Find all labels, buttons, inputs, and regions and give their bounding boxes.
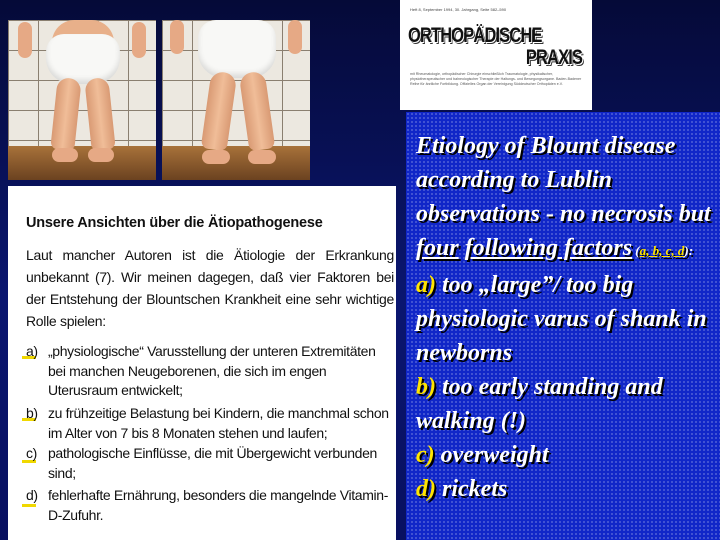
german-paragraph: Laut mancher Autoren ist die Ätiologie der Erkrankung unbekannt (7). Wir meinen dagegen, daß vier Faktoren bei der Entstehung der Blountschen Krankheit eine sehr wichtige Rolle spielen: — [26, 247, 394, 329]
right-foot — [248, 150, 276, 164]
factor-d-letter: d) — [416, 476, 436, 502]
factor-a-letter: a) — [416, 272, 436, 298]
factor-c-letter: c) — [416, 442, 435, 468]
factor-b-letter: b) — [416, 374, 436, 400]
item-marker: c) — [26, 445, 37, 461]
wooden-bench — [162, 146, 310, 180]
child-legs-photo-front — [8, 20, 156, 180]
supporting-hand — [18, 22, 32, 58]
paren-close: ): — [684, 243, 694, 258]
item-text: „physiologische“ Varusstellung der unteren Extremitäten bei manchen Neugeborenen, die sich im engen Uterusraum entwickelt; — [48, 343, 376, 398]
factor-refs: a, b, c, d — [639, 243, 685, 258]
german-list-item — [26, 486, 392, 525]
diaper — [46, 34, 120, 84]
etiology-intro: Etiology of Blount disease according to Lublin observations - no necrosis but — [416, 133, 711, 227]
german-heading: Unsere Ansichten über die Ätiopathogenese — [26, 215, 323, 231]
left-foot — [52, 148, 78, 162]
factor-b-text: too early standing and walking (!) — [416, 374, 663, 434]
four-underlined: four — [416, 235, 459, 261]
supporting-hand — [170, 20, 184, 54]
factor-c-text: overweight — [434, 442, 549, 468]
journal-cover — [400, 0, 592, 110]
item-marker: a) — [26, 343, 38, 359]
factor-d-text: rickets — [436, 476, 508, 502]
german-list-item — [26, 404, 392, 443]
journal-issue-line: Heft 8, September 1994, 30. Jahrgang, Seite 582–590 — [410, 7, 507, 12]
factor-a-text: too „large”/ too big physiologic varus of shank in newborns — [416, 272, 707, 366]
item-marker: b) — [26, 405, 38, 421]
paren-open: ( — [632, 243, 640, 258]
english-summary-panel — [406, 112, 720, 540]
journal-title-line2: PRAXIS — [525, 46, 582, 69]
child-legs-photo-back — [162, 20, 310, 180]
german-article-excerpt — [8, 186, 396, 540]
right-foot — [88, 148, 114, 162]
german-list-item — [26, 444, 392, 483]
journal-description: mit Rheumatologie, orthopädischer Chirurgie einschließlich Traumatologie, physikalischer, physiotherapeutischer und balneologischer Therapie der Haltungs- und Bewegungsorgane. Baden-Badener Reihe für ärztliche Fortbildung. Offizielles Organ der Vereinigung Süddeutscher Orthopäden e.V. — [410, 72, 582, 86]
supporting-hand — [132, 22, 146, 58]
following-factors-underlined: following factors — [464, 235, 633, 261]
left-foot — [202, 150, 230, 164]
item-text: zu frühzeitige Belastung bei Kindern, die manchmal schon im Alter von 7 bis 8 Monaten stehen und laufen; — [48, 405, 389, 441]
english-summary-text — [416, 129, 716, 506]
supporting-hand — [288, 20, 302, 54]
item-marker: d) — [26, 487, 38, 503]
journal-title-line1: ORTHOPÄDISCHE — [408, 24, 542, 47]
wooden-bench — [8, 146, 156, 180]
item-text: fehlerhafte Ernährung, besonders die mangelnde Vitamin-D-Zufuhr. — [48, 487, 389, 523]
diaper — [198, 20, 276, 78]
german-list-item — [26, 342, 392, 401]
item-text: pathologische Einflüsse, die mit Übergewicht verbunden sind; — [48, 445, 377, 481]
